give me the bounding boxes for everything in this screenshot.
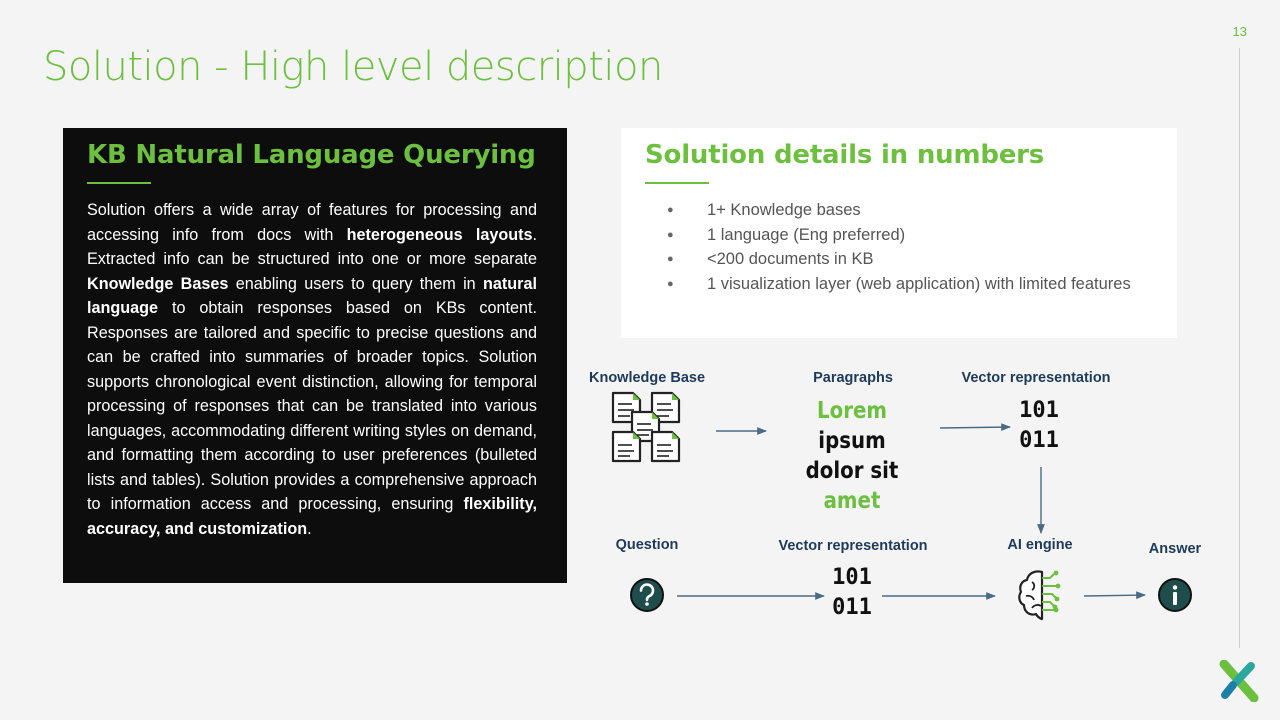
kb-panel-body: [87, 198, 537, 541]
details-item: ● 1 language (Eng preferred): [667, 223, 1157, 248]
label-knowledge-base: Knowledge Base: [588, 370, 706, 386]
paragraph-word: Lorem: [817, 398, 887, 424]
label-vector-top: Vector representation: [961, 370, 1111, 386]
page-number: 13: [1232, 24, 1247, 39]
paragraph-word: dolor sit: [805, 458, 899, 484]
label-question: Question: [615, 537, 679, 553]
label-vector-bottom: Vector representation: [778, 538, 928, 554]
arrow-paragraphs-to-vector: [940, 427, 1010, 428]
emphasis-text: heterogeneous layouts: [346, 225, 533, 244]
heading-underline: [87, 182, 151, 184]
body-text: .: [307, 519, 312, 538]
heading-underline: [645, 182, 709, 184]
paragraph-word: amet: [823, 488, 881, 514]
details-panel-heading: Solution details in numbers: [645, 140, 1045, 170]
emphasis-text: flexibility, accuracy, and customization: [87, 495, 537, 538]
body-text: to obtain responses based on KBs content. Responses are tailored and specific to precise questions and can be crafted into summaries of broader topics. Solution supports chronological event distinction, allowing for temporal processing of responses that can be translated into various languages, accommodating different writing styles on demand, and formatting them according to user preferences (bulleted lists and tables). Solution provides a comprehensive approach to information access and processing, ensuring: [87, 299, 537, 513]
label-answer: Answer: [1148, 541, 1202, 557]
flow-arrows: [570, 350, 1260, 650]
company-logo: [1218, 660, 1260, 702]
binary-line: 101: [832, 565, 872, 590]
details-item: ● <200 documents in KB: [667, 247, 1157, 272]
body-text: . Extracted info can be structured into one or more separate: [87, 225, 537, 268]
binary-line: 011: [832, 595, 872, 620]
binary-line: 101: [1019, 398, 1059, 423]
details-list: [645, 198, 1157, 296]
arrow-ai-to-answer: [1084, 595, 1145, 596]
details-item: ● 1 visualization layer (web application) with limited features: [667, 272, 1157, 297]
label-paragraphs: Paragraphs: [813, 370, 893, 386]
label-ai-engine: AI engine: [1007, 537, 1073, 553]
body-text: enabling users to query them in: [228, 274, 484, 293]
pipeline-diagram: [570, 350, 1260, 650]
slide-title: Solution - High level description: [43, 44, 663, 90]
emphasis-text: Knowledge Bases: [87, 274, 229, 293]
emphasis-text: natural language: [87, 274, 537, 317]
binary-line: 011: [1019, 428, 1059, 453]
paragraph-word: ipsum: [818, 428, 886, 454]
kb-panel-heading: KB Natural Language Querying: [87, 140, 536, 170]
details-item: ● 1+ Knowledge bases: [667, 198, 1157, 223]
solution-details-panel: [621, 128, 1177, 338]
kb-querying-panel: [63, 128, 567, 583]
body-text: Solution offers a wide array of features for processing and accessing info from docs with: [87, 201, 537, 244]
